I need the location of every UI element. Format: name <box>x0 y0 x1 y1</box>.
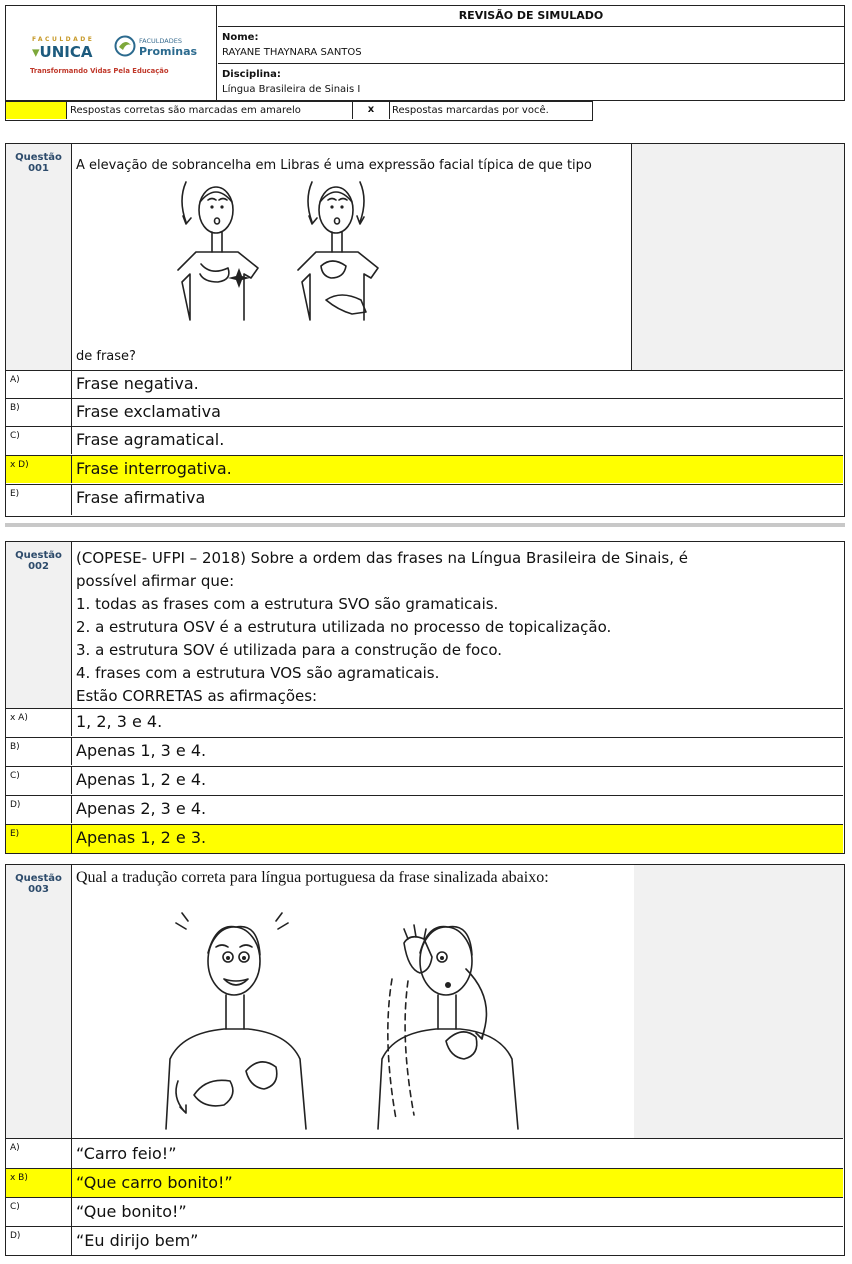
prominas-globe-icon <box>114 35 136 57</box>
discipline-cell <box>218 64 844 100</box>
option-d[interactable] <box>6 795 843 823</box>
option-text: Apenas 1, 3 e 4. <box>76 741 207 760</box>
legend-x-mark: x <box>352 102 390 119</box>
logo-unica-text: ▾UNICA <box>32 43 93 61</box>
question-side-panel <box>634 865 844 1138</box>
question-001 <box>5 143 845 517</box>
answer-legend <box>5 101 593 121</box>
name-label: Nome: <box>222 32 259 43</box>
option-text: “Que carro bonito!” <box>76 1173 233 1192</box>
question-number: 001 <box>28 163 49 174</box>
name-value: RAYANE THAYNARA SANTOS <box>222 47 362 58</box>
logo-faculdade-text: FACULDADE <box>32 36 95 43</box>
question-text-line: 2. a estrutura OSV é a estrutura utilizada no processo de topicalização. <box>76 618 612 636</box>
option-b[interactable] <box>6 737 843 765</box>
option-e-correct[interactable] <box>6 824 843 853</box>
question-number: 003 <box>28 884 49 895</box>
discipline-value: Língua Brasileira de Sinais I <box>222 84 361 95</box>
question-text-line: 1. todas as frases com a estrutura SVO são gramaticais. <box>76 595 499 613</box>
option-text: Frase afirmativa <box>76 488 206 507</box>
option-b[interactable] <box>6 398 843 426</box>
option-letter: x D) <box>6 456 72 483</box>
option-letter: B) <box>6 738 72 765</box>
option-letter: x B) <box>6 1169 72 1197</box>
option-e[interactable] <box>6 484 843 515</box>
question-text-line: possível afirmar que: <box>76 572 235 590</box>
question-003 <box>5 864 845 1256</box>
option-text: Frase negativa. <box>76 374 199 393</box>
question-text-line2: de frase? <box>76 349 136 364</box>
option-text: Apenas 1, 2 e 4. <box>76 770 207 789</box>
page-title: REVISÃO DE SIMULADO <box>218 6 844 27</box>
question-label: Questão <box>15 873 62 884</box>
option-letter: C) <box>6 1198 72 1226</box>
option-d-correct[interactable] <box>6 455 843 483</box>
option-text: 1, 2, 3 e 4. <box>76 712 163 731</box>
option-c[interactable] <box>6 1197 843 1226</box>
question-label: Questão <box>15 152 62 163</box>
option-letter: E) <box>6 485 72 515</box>
sign-language-illustration <box>146 909 546 1135</box>
logo-prominas-text: Prominas <box>139 45 198 58</box>
option-text: “Eu dirijo bem” <box>76 1231 199 1250</box>
question-number-cell <box>6 144 72 371</box>
option-text: Frase interrogativa. <box>76 459 232 478</box>
question-number-cell <box>6 542 72 708</box>
option-letter: D) <box>6 1227 72 1255</box>
logo-slogan: Transformando Vidas Pela Educação <box>30 67 169 75</box>
question-text-line: (COPESE- UFPI – 2018) Sobre a ordem das frases na Língua Brasileira de Sinais, é <box>76 549 688 567</box>
option-c[interactable] <box>6 766 843 794</box>
option-a[interactable] <box>6 708 843 736</box>
option-letter: A) <box>6 1139 72 1169</box>
institution-logo <box>6 6 217 100</box>
question-text-line: 3. a estrutura SOV é utilizada para a construção de foco. <box>76 641 503 659</box>
option-letter: C) <box>6 427 72 454</box>
exam-header <box>5 5 845 101</box>
option-text: Apenas 2, 3 e 4. <box>76 799 207 818</box>
sign-language-illustration <box>156 170 406 350</box>
question-text-line: Estão CORRETAS as afirmações: <box>76 687 318 705</box>
option-text: “Que bonito!” <box>76 1202 187 1221</box>
option-letter: E) <box>6 825 72 853</box>
option-d[interactable] <box>6 1226 843 1255</box>
discipline-label: Disciplina: <box>222 69 281 80</box>
question-number: 002 <box>28 561 49 572</box>
question-number-cell <box>6 865 72 1138</box>
option-letter: D) <box>6 796 72 823</box>
legend-yellow-swatch <box>6 102 67 119</box>
option-text: Frase agramatical. <box>76 430 225 449</box>
question-label: Questão <box>15 550 62 561</box>
question-text-line1: A elevação de sobrancelha em Libras é uma expressão facial típica de que tipo <box>76 158 592 173</box>
question-text: Qual a tradução correta para língua portuguesa da frase sinalizada abaixo: <box>76 869 549 886</box>
option-a[interactable] <box>6 1138 843 1169</box>
option-text: Apenas 1, 2 e 3. <box>76 828 207 847</box>
option-letter: C) <box>6 767 72 794</box>
section-divider <box>5 523 845 527</box>
option-text: “Carro feio!” <box>76 1144 177 1163</box>
option-c[interactable] <box>6 426 843 454</box>
logo-faculdades-text: FACULDADES <box>139 37 182 45</box>
question-side-panel <box>631 144 844 371</box>
legend-correct-text: Respostas corretas são marcadas em amarelo <box>70 105 301 116</box>
question-text-line: 4. frases com a estrutura VOS são agramaticais. <box>76 664 440 682</box>
option-letter: B) <box>6 399 72 426</box>
student-name-cell <box>218 27 844 64</box>
legend-marked-text: Respostas marcardas por você. <box>392 105 549 116</box>
option-letter: A) <box>6 371 72 398</box>
option-text: Frase exclamativa <box>76 402 221 421</box>
question-002 <box>5 541 845 854</box>
option-letter: x A) <box>6 709 72 736</box>
option-a[interactable] <box>6 370 843 398</box>
option-b-correct[interactable] <box>6 1168 843 1197</box>
